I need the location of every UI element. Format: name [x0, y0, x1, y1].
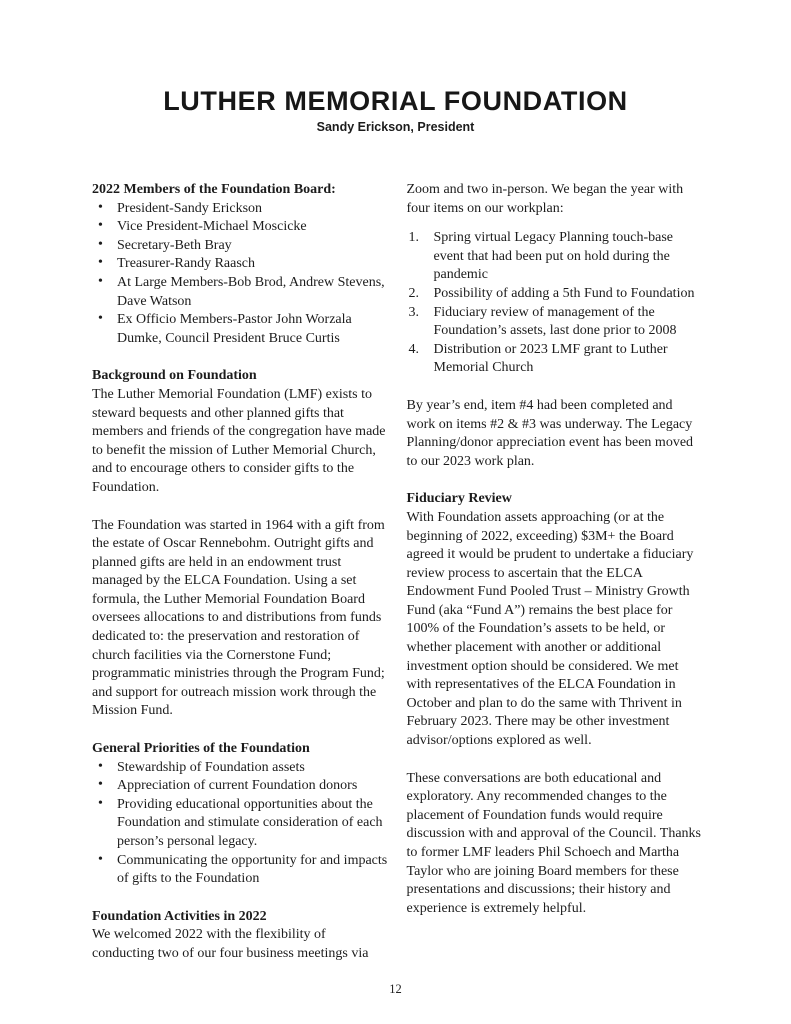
list-item: • Communicating the opportunity for and impacts of gifts to the Foundation [92, 852, 388, 889]
numbered-list-item: Distribution or 2023 LMF grant to Luther Memorial Church [433, 341, 668, 376]
paragraph: The Foundation was started in 1964 with a gift from the estate of Oscar Rennebohm. Outright gifts and planned gifts are held in an endowment trust managed by the ELCA Foundation. Using a set formula, the Luther Memorial Foundation Board oversees allocations to and distributions from funds dedicated to: the preservation and restoration of church facilities via the Cornerstone Fund; programmatic ministries through the Program Fund; and support for outreach mission work through the Mission Fund. [92, 517, 385, 719]
paragraph: These conversations are both educational and exploratory. Any recommended changes to the placement of Foundation funds would require discussion with and approval of the Council. Thanks to former LMF leaders Phil Schoech and Martha Taylor who are joining Board members for these presentations and discussions; their history and experience is extremely helpful. [406, 770, 701, 916]
right-column [407, 181, 703, 964]
list-item: • Secretary-Beth Bray [92, 237, 388, 256]
section-heading-fiduciary: Fiduciary Review [406, 491, 512, 507]
paragraph: The Luther Memorial Foundation (LMF) exists to steward bequests and other planned gifts that members and friends of the congregation have made to benefit the mission of Luther Memorial Church, and to encourage others to consider gifts to the Foundation. [92, 386, 386, 495]
paragraph: Zoom and two in-person. We began the year with four items on our workplan: [406, 182, 684, 216]
numbered-list-item: Spring virtual Legacy Planning touch-base event that had been put on hold during the pandemic [433, 230, 673, 283]
workplan-numbered-list [407, 229, 703, 378]
paragraph: By year’s end, item #4 had been completed and work on items #2 & #3 was underway. The Legacy Planning/donor appreciation event has been moved to our 2023 work plan. [406, 397, 694, 469]
list-item: • Treasurer-Randy Raasch [92, 255, 388, 274]
list-item: • Stewardship of Foundation assets [92, 759, 388, 778]
page-footer [0, 982, 791, 997]
list-item: • Appreciation of current Foundation donors [92, 777, 388, 796]
page-number: 12 [389, 982, 402, 996]
list-item: • President-Sandy Erickson [92, 200, 388, 219]
section-heading-board: 2022 Members of the Foundation Board: [92, 182, 336, 197]
list-item: • At Large Members-Bob Brod, Andrew Stevens, Dave Watson [92, 274, 388, 311]
list-item: • Vice President-Michael Moscicke [92, 218, 388, 237]
document-header [0, 87, 791, 134]
paragraph: We welcomed 2022 with the flexibility of conducting two of our four business meetings via [92, 927, 369, 961]
numbered-list-item: Fiduciary review of management of the Foundation’s assets, last done prior to 2008 [433, 304, 677, 339]
list-item: • Providing educational opportunities about the Foundation and stimulate consideration of each person’s personal legacy. [92, 796, 388, 852]
left-column [92, 181, 388, 964]
list-item: • Ex Officio Members-Pastor John Worzala Dumke, Council President Bruce Curtis [92, 311, 388, 348]
priorities-list [92, 759, 388, 889]
section-heading-priorities: General Priorities of the Foundation [92, 741, 310, 757]
paragraph: With Foundation assets approaching (or at the beginning of 2022, exceeding) $3M+ the Board agreed it would be prudent to undertake a fiduciary review process to ascertain that the ELCA Endowment Fund Pooled Trust – Ministry Growth Fund (aka “Fund A”) remains the best place for 100% of the Foundation’s assets to be held, or whether placement with another or additional investment option should be considered. We met with representatives of the ELCA Foundation in October and plan to do the same with Thrivent in February 2023. There may be other investment advisor/options explored as well. [406, 509, 694, 749]
two-column-body [92, 181, 702, 964]
board-members-list [92, 200, 388, 349]
numbered-list-item: Possibility of adding a 5th Fund to Foundation [433, 285, 695, 301]
section-heading-background: Background on Foundation [92, 368, 257, 384]
section-heading-activities: Foundation Activities in 2022 [92, 908, 267, 924]
page-title: LUTHER MEMORIAL FOUNDATION [163, 86, 628, 116]
page-subtitle: Sandy Erickson, President [316, 119, 475, 134]
